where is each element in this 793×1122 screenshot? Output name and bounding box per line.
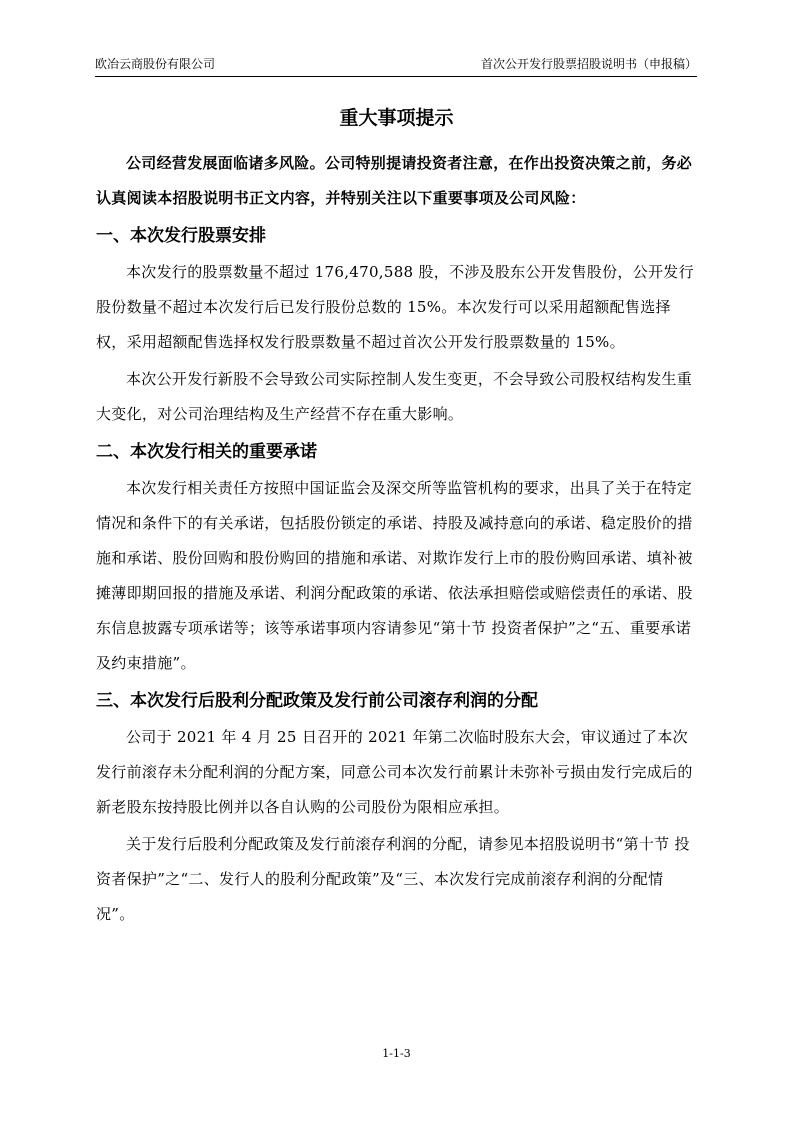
- header-document-title: 首次公开发行股票招股说明书（申报稿）: [480, 57, 697, 71]
- section-1-paragraph-2: 本次公开发行新股不会导致公司实际控制人发生变更，不会导致公司股权结构发生重大变化，对公司治理结构及生产经营不存在重大影响。: [96, 370, 693, 423]
- page-header: [95, 52, 697, 77]
- header-company-name: 欧冶云商股份有限公司: [95, 57, 216, 71]
- page-title: 重大事项提示: [339, 107, 454, 129]
- page-number: 1-1-3: [382, 1047, 411, 1060]
- section-3-paragraph-2: 关于发行后股利分配政策及发行前滚存利润的分配，请参见本招股说明书“第十节 投资者保护”之“二、发行人的股利分配政策”及“三、本次发行完成前滚存利润的分配情况”。: [96, 835, 690, 923]
- section-1-heading: 一、本次发行股票安排: [96, 226, 266, 246]
- intro-paragraph: 公司经营发展面临诸多风险。公司特别提请投资者注意，在作出投资决策之前，务必认真阅读本招股说明书正文内容，并特别关注以下重要事项及公司风险：: [96, 154, 693, 207]
- section-3-paragraph-1: 公司于 2021 年 4 月 25 日召开的 2021 年第二次临时股东大会，审议通过了本次发行前滚存未分配利润的分配方案，同意公司本次发行前累计未弥补亏损由发行完成后的新老股东按持股比例并以各自认购的公司股份为限相应承担。: [96, 728, 693, 816]
- section-3-heading: 三、本次发行后股利分配政策及发行前公司滚存利润的分配: [96, 691, 538, 711]
- section-1-paragraph-1: 本次发行的股票数量不超过 176,470,588 股，不涉及股东公开发售股份，公开发行股份数量不超过本次发行后已发行股份总数的 15%。本次发行可以采用超额配售选择权，采用超额配售选择权发行股票数量不超过首次公开发行股票数量的 15%。: [96, 263, 694, 351]
- main-content: [96, 146, 698, 932]
- section-2-heading: 二、本次发行相关的重要承诺: [96, 442, 317, 462]
- section-2-paragraph-1: 本次发行相关责任方按照中国证监会及深交所等监管机构的要求，出具了关于在特定情况和条件下的有关承诺，包括股份锁定的承诺、持股及减持意向的承诺、稳定股价的措施和承诺、股份回购和股份购回的措施和承诺、对欺诈发行上市的股份购回承诺、填补被摊薄即期回报的措施及承诺、利润分配政策的承诺、依法承担赔偿或赔偿责任的承诺、股东信息披露专项承诺等；该等承诺事项内容请参见“第十节 投资者保护”之“五、重要承诺及约束措施”。: [96, 479, 693, 672]
